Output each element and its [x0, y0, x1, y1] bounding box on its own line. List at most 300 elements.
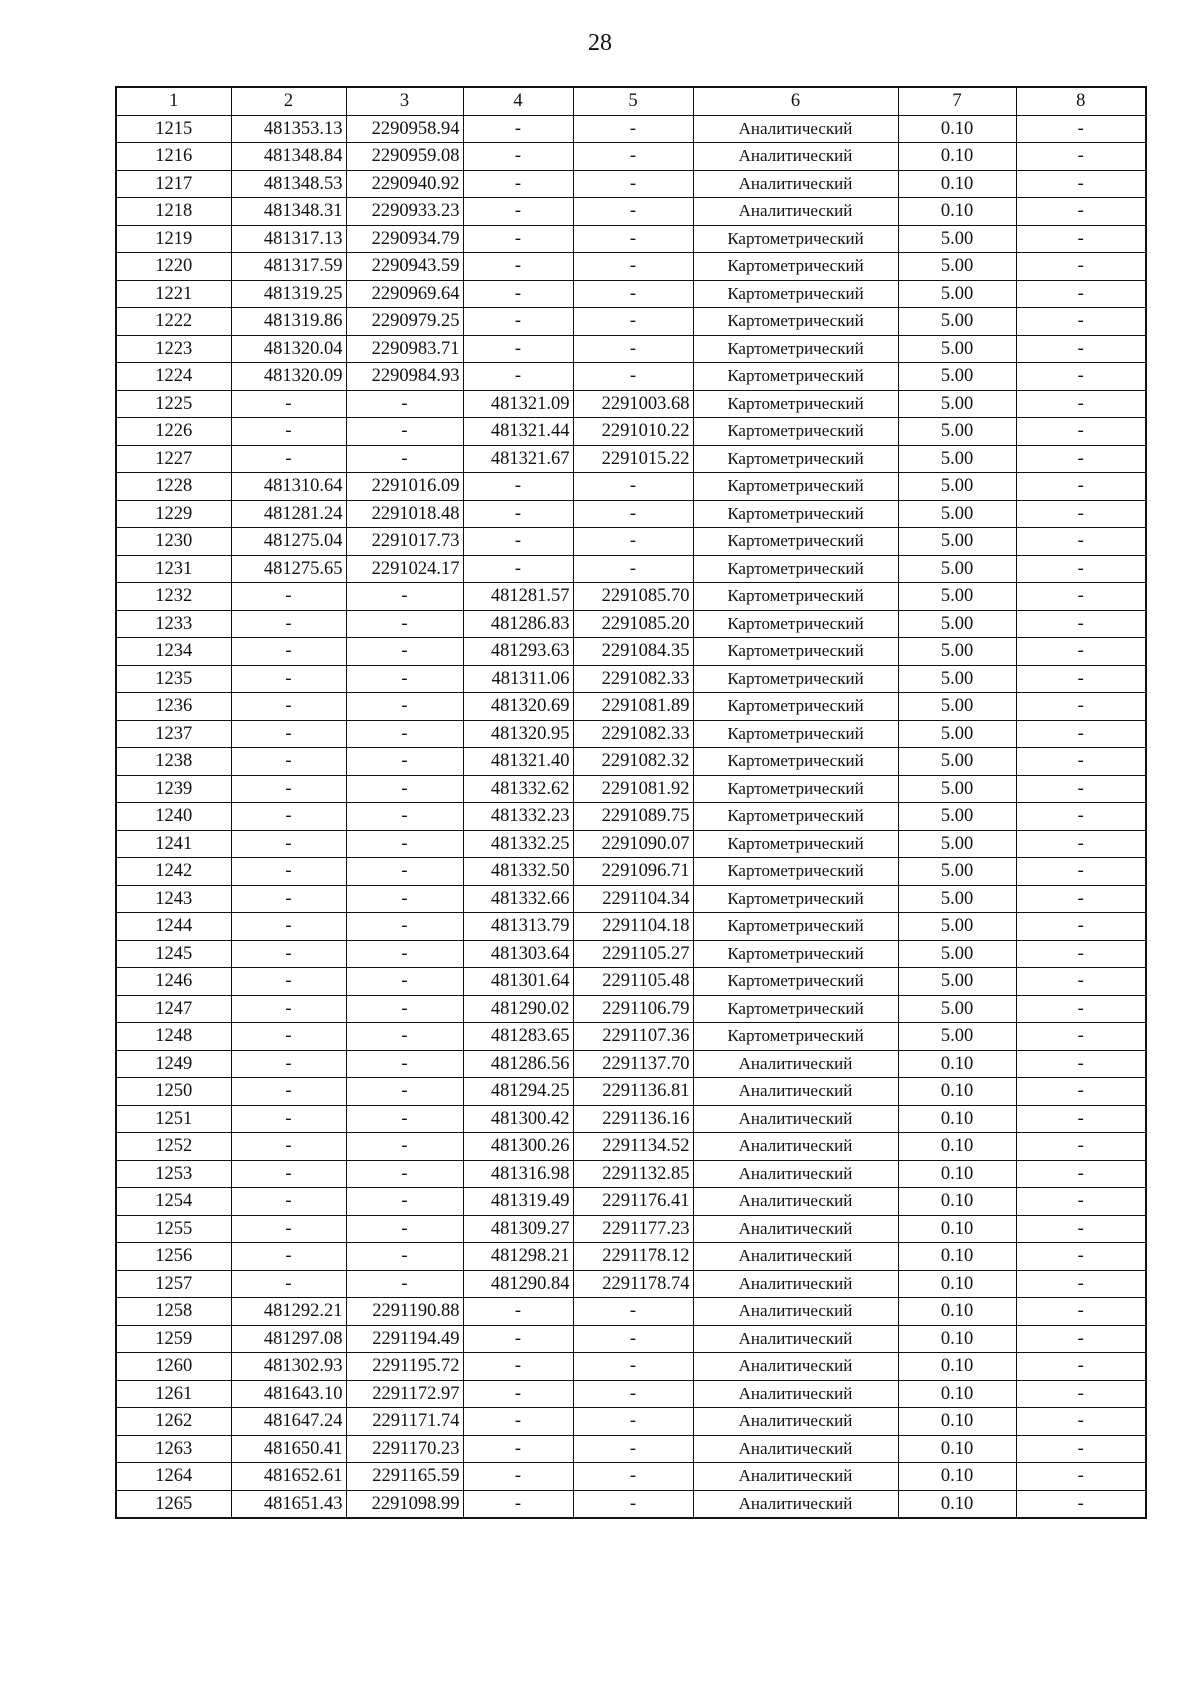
y-coord-cell: 2291018.48: [346, 500, 463, 528]
method-cell: Картометрический: [693, 583, 898, 611]
point-number-cell: 1229: [116, 500, 231, 528]
coordinates-table: [115, 86, 1147, 1519]
method-cell: Картометрический: [693, 418, 898, 446]
method-cell: Картометрический: [693, 968, 898, 996]
method-cell: Аналитический: [693, 1078, 898, 1106]
y-coord-cell: -: [346, 830, 463, 858]
y-new-cell: 2291085.20: [573, 610, 693, 638]
method-cell: Картометрический: [693, 995, 898, 1023]
table-row: [116, 665, 1146, 693]
x-coord-cell: -: [231, 445, 346, 473]
y-coord-cell: -: [346, 1133, 463, 1161]
method-cell: Картометрический: [693, 885, 898, 913]
x-coord-cell: -: [231, 858, 346, 886]
point-number-cell: 1249: [116, 1050, 231, 1078]
point-number-cell: 1233: [116, 610, 231, 638]
y-coord-cell: 2290933.23: [346, 198, 463, 226]
header-cell-3: 3: [346, 87, 463, 115]
note-cell: -: [1016, 748, 1146, 776]
x-coord-cell: -: [231, 583, 346, 611]
x-new-cell: -: [463, 225, 573, 253]
accuracy-cell: 5.00: [898, 308, 1016, 336]
table-row: [116, 445, 1146, 473]
table-row: [116, 1353, 1146, 1381]
table-row: [116, 610, 1146, 638]
y-new-cell: 2291178.12: [573, 1243, 693, 1271]
x-new-cell: -: [463, 1380, 573, 1408]
x-new-cell: -: [463, 1408, 573, 1436]
x-new-cell: 481321.40: [463, 748, 573, 776]
method-cell: Аналитический: [693, 1435, 898, 1463]
accuracy-cell: 0.10: [898, 1325, 1016, 1353]
note-cell: -: [1016, 308, 1146, 336]
y-new-cell: -: [573, 308, 693, 336]
y-new-cell: 2291096.71: [573, 858, 693, 886]
x-coord-cell: 481319.86: [231, 308, 346, 336]
x-coord-cell: 481317.59: [231, 253, 346, 281]
y-coord-cell: -: [346, 610, 463, 638]
x-coord-cell: 481348.84: [231, 143, 346, 171]
x-new-cell: -: [463, 308, 573, 336]
y-new-cell: -: [573, 225, 693, 253]
x-coord-cell: -: [231, 885, 346, 913]
note-cell: -: [1016, 968, 1146, 996]
method-cell: Картометрический: [693, 830, 898, 858]
x-new-cell: 481286.56: [463, 1050, 573, 1078]
table-row: [116, 500, 1146, 528]
point-number-cell: 1239: [116, 775, 231, 803]
note-cell: -: [1016, 885, 1146, 913]
x-new-cell: 481300.42: [463, 1105, 573, 1133]
point-number-cell: 1260: [116, 1353, 231, 1381]
y-new-cell: 2291136.16: [573, 1105, 693, 1133]
y-new-cell: -: [573, 528, 693, 556]
y-new-cell: -: [573, 198, 693, 226]
x-coord-cell: 481647.24: [231, 1408, 346, 1436]
x-coord-cell: 481297.08: [231, 1325, 346, 1353]
note-cell: -: [1016, 170, 1146, 198]
x-coord-cell: 481281.24: [231, 500, 346, 528]
y-coord-cell: 2291098.99: [346, 1490, 463, 1518]
note-cell: -: [1016, 1078, 1146, 1106]
x-coord-cell: 481302.93: [231, 1353, 346, 1381]
y-coord-cell: -: [346, 1188, 463, 1216]
x-coord-cell: -: [231, 1243, 346, 1271]
note-cell: -: [1016, 1463, 1146, 1491]
y-coord-cell: -: [346, 1023, 463, 1051]
note-cell: -: [1016, 1050, 1146, 1078]
y-coord-cell: 2291165.59: [346, 1463, 463, 1491]
method-cell: Картометрический: [693, 913, 898, 941]
table-row: [116, 1325, 1146, 1353]
accuracy-cell: 0.10: [898, 1380, 1016, 1408]
accuracy-cell: 5.00: [898, 528, 1016, 556]
table-row: [116, 1435, 1146, 1463]
accuracy-cell: 0.10: [898, 170, 1016, 198]
y-new-cell: -: [573, 280, 693, 308]
y-new-cell: -: [573, 143, 693, 171]
point-number-cell: 1222: [116, 308, 231, 336]
y-coord-cell: -: [346, 1050, 463, 1078]
point-number-cell: 1253: [116, 1160, 231, 1188]
y-coord-cell: -: [346, 1215, 463, 1243]
coordinates-table-container: [115, 86, 1145, 1519]
point-number-cell: 1245: [116, 940, 231, 968]
accuracy-cell: 0.10: [898, 1435, 1016, 1463]
x-coord-cell: -: [231, 720, 346, 748]
method-cell: Аналитический: [693, 1215, 898, 1243]
note-cell: -: [1016, 1243, 1146, 1271]
table-row: [116, 1133, 1146, 1161]
table-row: [116, 940, 1146, 968]
x-new-cell: -: [463, 170, 573, 198]
point-number-cell: 1219: [116, 225, 231, 253]
method-cell: Аналитический: [693, 1243, 898, 1271]
point-number-cell: 1223: [116, 335, 231, 363]
method-cell: Картометрический: [693, 280, 898, 308]
x-coord-cell: 481320.09: [231, 363, 346, 391]
y-new-cell: 2291084.35: [573, 638, 693, 666]
note-cell: -: [1016, 1160, 1146, 1188]
table-row: [116, 473, 1146, 501]
y-new-cell: -: [573, 500, 693, 528]
table-row: [116, 1490, 1146, 1518]
note-cell: -: [1016, 143, 1146, 171]
method-cell: Картометрический: [693, 308, 898, 336]
point-number-cell: 1263: [116, 1435, 231, 1463]
x-new-cell: -: [463, 253, 573, 281]
point-number-cell: 1252: [116, 1133, 231, 1161]
note-cell: -: [1016, 995, 1146, 1023]
table-row: [116, 555, 1146, 583]
method-cell: Картометрический: [693, 748, 898, 776]
y-new-cell: -: [573, 1435, 693, 1463]
header-cell-8: 8: [1016, 87, 1146, 115]
accuracy-cell: 0.10: [898, 1463, 1016, 1491]
x-coord-cell: 481643.10: [231, 1380, 346, 1408]
x-new-cell: -: [463, 500, 573, 528]
x-new-cell: 481300.26: [463, 1133, 573, 1161]
method-cell: Картометрический: [693, 940, 898, 968]
y-coord-cell: 2290958.94: [346, 115, 463, 143]
y-new-cell: -: [573, 1325, 693, 1353]
y-new-cell: 2291081.89: [573, 693, 693, 721]
note-cell: -: [1016, 1380, 1146, 1408]
y-coord-cell: -: [346, 1270, 463, 1298]
accuracy-cell: 5.00: [898, 995, 1016, 1023]
point-number-cell: 1242: [116, 858, 231, 886]
y-coord-cell: -: [346, 638, 463, 666]
table-row: [116, 1050, 1146, 1078]
x-new-cell: 481319.49: [463, 1188, 573, 1216]
x-new-cell: 481303.64: [463, 940, 573, 968]
y-coord-cell: 2291190.88: [346, 1298, 463, 1326]
y-new-cell: 2291082.33: [573, 720, 693, 748]
accuracy-cell: 0.10: [898, 198, 1016, 226]
table-row: [116, 363, 1146, 391]
table-row: [116, 638, 1146, 666]
x-coord-cell: -: [231, 693, 346, 721]
y-coord-cell: 2291195.72: [346, 1353, 463, 1381]
y-new-cell: -: [573, 1463, 693, 1491]
y-new-cell: 2291015.22: [573, 445, 693, 473]
y-coord-cell: -: [346, 445, 463, 473]
y-new-cell: -: [573, 1490, 693, 1518]
x-new-cell: -: [463, 115, 573, 143]
note-cell: -: [1016, 610, 1146, 638]
note-cell: -: [1016, 693, 1146, 721]
x-coord-cell: 481275.65: [231, 555, 346, 583]
x-coord-cell: -: [231, 1105, 346, 1133]
y-coord-cell: 2291024.17: [346, 555, 463, 583]
point-number-cell: 1227: [116, 445, 231, 473]
accuracy-cell: 5.00: [898, 830, 1016, 858]
note-cell: -: [1016, 1325, 1146, 1353]
x-new-cell: 481332.50: [463, 858, 573, 886]
y-new-cell: 2291134.52: [573, 1133, 693, 1161]
table-row: [116, 335, 1146, 363]
note-cell: -: [1016, 1435, 1146, 1463]
x-coord-cell: -: [231, 940, 346, 968]
note-cell: -: [1016, 1270, 1146, 1298]
x-new-cell: 481293.63: [463, 638, 573, 666]
x-new-cell: 481332.23: [463, 803, 573, 831]
y-new-cell: -: [573, 1353, 693, 1381]
accuracy-cell: 5.00: [898, 335, 1016, 363]
header-cell-7: 7: [898, 87, 1016, 115]
point-number-cell: 1248: [116, 1023, 231, 1051]
y-new-cell: 2291090.07: [573, 830, 693, 858]
accuracy-cell: 0.10: [898, 1105, 1016, 1133]
table-row: [116, 1270, 1146, 1298]
accuracy-cell: 0.10: [898, 1408, 1016, 1436]
method-cell: Картометрический: [693, 775, 898, 803]
table-row: [116, 858, 1146, 886]
point-number-cell: 1226: [116, 418, 231, 446]
note-cell: -: [1016, 115, 1146, 143]
y-coord-cell: -: [346, 418, 463, 446]
table-row: [116, 775, 1146, 803]
note-cell: -: [1016, 830, 1146, 858]
y-coord-cell: -: [346, 968, 463, 996]
x-new-cell: 481281.57: [463, 583, 573, 611]
accuracy-cell: 5.00: [898, 858, 1016, 886]
x-new-cell: -: [463, 198, 573, 226]
point-number-cell: 1240: [116, 803, 231, 831]
y-coord-cell: -: [346, 775, 463, 803]
y-coord-cell: -: [346, 720, 463, 748]
y-new-cell: -: [573, 335, 693, 363]
method-cell: Аналитический: [693, 1463, 898, 1491]
y-coord-cell: -: [346, 1105, 463, 1133]
method-cell: Аналитический: [693, 1408, 898, 1436]
x-new-cell: -: [463, 555, 573, 583]
point-number-cell: 1215: [116, 115, 231, 143]
accuracy-cell: 0.10: [898, 1353, 1016, 1381]
accuracy-cell: 5.00: [898, 968, 1016, 996]
point-number-cell: 1224: [116, 363, 231, 391]
note-cell: -: [1016, 1353, 1146, 1381]
point-number-cell: 1238: [116, 748, 231, 776]
table-row: [116, 885, 1146, 913]
accuracy-cell: 0.10: [898, 1188, 1016, 1216]
y-coord-cell: -: [346, 1160, 463, 1188]
y-new-cell: -: [573, 1380, 693, 1408]
point-number-cell: 1225: [116, 390, 231, 418]
point-number-cell: 1231: [116, 555, 231, 583]
table-row: [116, 748, 1146, 776]
method-cell: Картометрический: [693, 473, 898, 501]
header-cell-4: 4: [463, 87, 573, 115]
x-new-cell: -: [463, 1463, 573, 1491]
y-coord-cell: 2290943.59: [346, 253, 463, 281]
note-cell: -: [1016, 1023, 1146, 1051]
x-coord-cell: -: [231, 968, 346, 996]
note-cell: -: [1016, 858, 1146, 886]
y-new-cell: -: [573, 473, 693, 501]
note-cell: -: [1016, 390, 1146, 418]
note-cell: -: [1016, 583, 1146, 611]
method-cell: Аналитический: [693, 1160, 898, 1188]
note-cell: -: [1016, 665, 1146, 693]
y-coord-cell: 2291170.23: [346, 1435, 463, 1463]
method-cell: Картометрический: [693, 693, 898, 721]
accuracy-cell: 0.10: [898, 1270, 1016, 1298]
note-cell: -: [1016, 1490, 1146, 1518]
table-row: [116, 308, 1146, 336]
method-cell: Картометрический: [693, 858, 898, 886]
accuracy-cell: 0.10: [898, 1078, 1016, 1106]
point-number-cell: 1246: [116, 968, 231, 996]
point-number-cell: 1259: [116, 1325, 231, 1353]
table-row: [116, 968, 1146, 996]
accuracy-cell: 5.00: [898, 720, 1016, 748]
table-row: [116, 225, 1146, 253]
method-cell: Аналитический: [693, 198, 898, 226]
method-cell: Картометрический: [693, 665, 898, 693]
y-new-cell: 2291081.92: [573, 775, 693, 803]
y-coord-cell: -: [346, 748, 463, 776]
note-cell: -: [1016, 555, 1146, 583]
accuracy-cell: 5.00: [898, 253, 1016, 281]
y-coord-cell: -: [346, 390, 463, 418]
point-number-cell: 1254: [116, 1188, 231, 1216]
y-new-cell: 2291105.48: [573, 968, 693, 996]
note-cell: -: [1016, 1298, 1146, 1326]
y-new-cell: 2291082.33: [573, 665, 693, 693]
point-number-cell: 1255: [116, 1215, 231, 1243]
x-new-cell: 481298.21: [463, 1243, 573, 1271]
accuracy-cell: 0.10: [898, 115, 1016, 143]
y-coord-cell: -: [346, 803, 463, 831]
header-cell-1: 1: [116, 87, 231, 115]
y-new-cell: 2291136.81: [573, 1078, 693, 1106]
table-header-row: [116, 87, 1146, 115]
point-number-cell: 1228: [116, 473, 231, 501]
x-coord-cell: 481310.64: [231, 473, 346, 501]
accuracy-cell: 5.00: [898, 775, 1016, 803]
accuracy-cell: 0.10: [898, 1215, 1016, 1243]
y-new-cell: 2291082.32: [573, 748, 693, 776]
accuracy-cell: 5.00: [898, 638, 1016, 666]
method-cell: Картометрический: [693, 335, 898, 363]
y-new-cell: 2291003.68: [573, 390, 693, 418]
x-coord-cell: -: [231, 1188, 346, 1216]
y-new-cell: -: [573, 115, 693, 143]
method-cell: Картометрический: [693, 363, 898, 391]
x-new-cell: 481283.65: [463, 1023, 573, 1051]
note-cell: -: [1016, 940, 1146, 968]
method-cell: Аналитический: [693, 1105, 898, 1133]
method-cell: Картометрический: [693, 610, 898, 638]
accuracy-cell: 5.00: [898, 885, 1016, 913]
header-cell-5: 5: [573, 87, 693, 115]
accuracy-cell: 0.10: [898, 1243, 1016, 1271]
x-coord-cell: -: [231, 803, 346, 831]
point-number-cell: 1237: [116, 720, 231, 748]
x-new-cell: -: [463, 528, 573, 556]
point-number-cell: 1241: [116, 830, 231, 858]
accuracy-cell: 5.00: [898, 583, 1016, 611]
accuracy-cell: 0.10: [898, 1298, 1016, 1326]
x-new-cell: 481286.83: [463, 610, 573, 638]
y-coord-cell: -: [346, 693, 463, 721]
x-new-cell: 481301.64: [463, 968, 573, 996]
accuracy-cell: 0.10: [898, 143, 1016, 171]
y-new-cell: 2291106.79: [573, 995, 693, 1023]
y-coord-cell: 2291016.09: [346, 473, 463, 501]
x-new-cell: 481313.79: [463, 913, 573, 941]
y-new-cell: -: [573, 1408, 693, 1436]
point-number-cell: 1264: [116, 1463, 231, 1491]
x-coord-cell: -: [231, 1023, 346, 1051]
method-cell: Картометрический: [693, 445, 898, 473]
method-cell: Картометрический: [693, 720, 898, 748]
method-cell: Картометрический: [693, 390, 898, 418]
accuracy-cell: 0.10: [898, 1050, 1016, 1078]
table-row: [116, 1408, 1146, 1436]
page-number: 28: [588, 30, 612, 56]
method-cell: Картометрический: [693, 253, 898, 281]
table-row: [116, 280, 1146, 308]
x-new-cell: 481320.95: [463, 720, 573, 748]
table-row: [116, 995, 1146, 1023]
x-coord-cell: -: [231, 665, 346, 693]
x-coord-cell: 481320.04: [231, 335, 346, 363]
x-new-cell: -: [463, 1298, 573, 1326]
table-row: [116, 1298, 1146, 1326]
y-new-cell: 2291105.27: [573, 940, 693, 968]
x-new-cell: 481332.25: [463, 830, 573, 858]
y-new-cell: 2291178.74: [573, 1270, 693, 1298]
accuracy-cell: 5.00: [898, 610, 1016, 638]
y-new-cell: -: [573, 555, 693, 583]
x-coord-cell: -: [231, 1133, 346, 1161]
x-new-cell: 481321.67: [463, 445, 573, 473]
y-new-cell: 2291010.22: [573, 418, 693, 446]
x-new-cell: -: [463, 473, 573, 501]
x-new-cell: 481332.66: [463, 885, 573, 913]
table-row: [116, 253, 1146, 281]
y-new-cell: 2291132.85: [573, 1160, 693, 1188]
method-cell: Аналитический: [693, 1270, 898, 1298]
y-coord-cell: 2291194.49: [346, 1325, 463, 1353]
accuracy-cell: 5.00: [898, 363, 1016, 391]
y-new-cell: -: [573, 170, 693, 198]
y-coord-cell: -: [346, 858, 463, 886]
method-cell: Картометрический: [693, 555, 898, 583]
note-cell: -: [1016, 913, 1146, 941]
